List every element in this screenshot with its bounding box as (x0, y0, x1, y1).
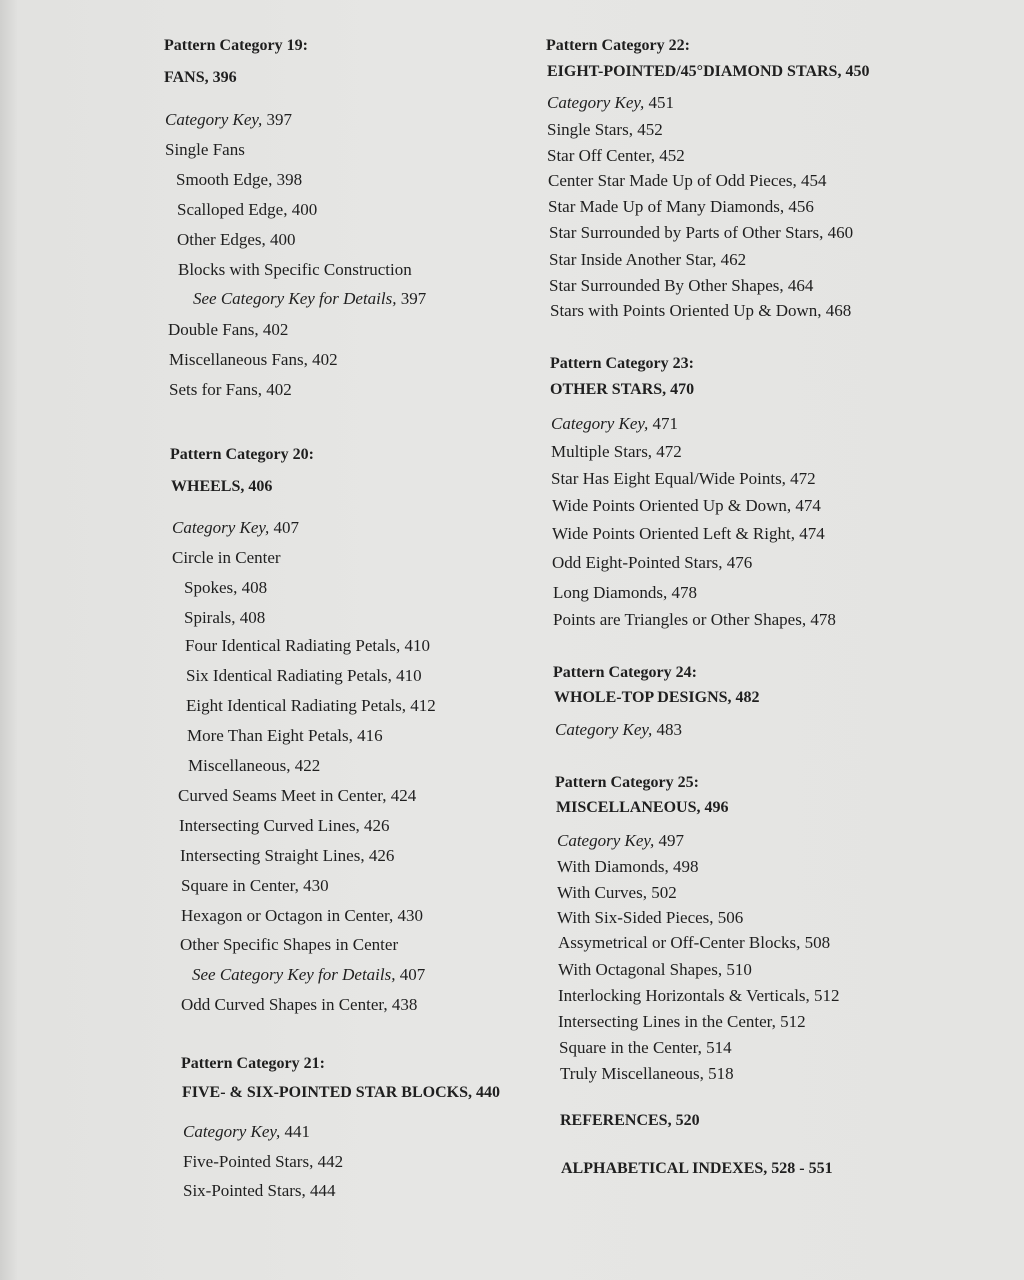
category-heading-alphabetical-indexes-528-551: ALPHABETICAL INDEXES, 528 - 551 (561, 1160, 833, 1177)
toc-entry-scalloped-edge-400: Scalloped Edge, 400 (177, 200, 318, 219)
toc-entry-star-off-center-452: Star Off Center, 452 (547, 146, 685, 165)
toc-entry-star-made-up-of-many-diamonds-456: Star Made Up of Many Diamonds, 456 (548, 197, 814, 216)
toc-entry-double-fans-402: Double Fans, 402 (168, 320, 289, 339)
toc-key-label: Category Key, (183, 1122, 281, 1141)
toc-entry-four-identical-radiating-petals-410: Four Identical Radiating Petals, 410 (185, 636, 431, 655)
toc-entry-odd-eight-pointed-stars-476: Odd Eight-Pointed Stars, 476 (552, 553, 753, 572)
toc-entry-see-category-key-for-details-397: See Category Key for Details, 397 (193, 289, 427, 308)
toc-entry-wide-points-oriented-up-down-474: Wide Points Oriented Up & Down, 474 (552, 496, 821, 515)
toc-entry-miscellaneous-422: Miscellaneous, 422 (188, 756, 321, 775)
toc-key-label: Category Key, (172, 518, 270, 537)
toc-entry-five-pointed-stars-442: Five-Pointed Stars, 442 (183, 1152, 344, 1171)
toc-entry-blocks-with-specific-construction: Blocks with Specific Construction (178, 260, 412, 279)
category-heading-pattern-category-25: Pattern Category 25: (555, 774, 699, 791)
toc-entry-category-key-497: Category Key, 497 (557, 831, 685, 850)
toc-entry-long-diamonds-478: Long Diamonds, 478 (553, 583, 698, 602)
toc-entry-sets-for-fans-402: Sets for Fans, 402 (169, 380, 292, 399)
toc-entry-see-category-key-for-details-407: See Category Key for Details, 407 (192, 965, 426, 984)
category-heading-wheels-406: WHEELS, 406 (171, 478, 273, 495)
toc-entry-square-in-the-center-514: Square in the Center, 514 (559, 1038, 732, 1057)
toc-entry-spokes-408: Spokes, 408 (184, 578, 268, 597)
category-heading-pattern-category-23: Pattern Category 23: (550, 355, 694, 372)
toc-entry-curved-seams-meet-in-center-424: Curved Seams Meet in Center, 424 (178, 786, 417, 805)
toc-entry-category-key-397: Category Key, 397 (165, 110, 293, 129)
toc-entry-eight-identical-radiating-petals-412: Eight Identical Radiating Petals, 412 (186, 696, 436, 715)
toc-entry-spirals-408: Spirals, 408 (184, 608, 266, 627)
toc-key-label: Category Key, (547, 93, 645, 112)
toc-entry-star-has-eight-equal-wide-points-472: Star Has Eight Equal/Wide Points, 472 (551, 469, 816, 488)
category-heading-pattern-category-22: Pattern Category 22: (546, 37, 690, 54)
toc-entry-with-six-sided-pieces-506: With Six-Sided Pieces, 506 (557, 908, 744, 927)
toc-entry-assymetrical-or-off-center-blocks-508: Assymetrical or Off-Center Blocks, 508 (558, 933, 831, 952)
category-heading-pattern-category-24: Pattern Category 24: (553, 664, 697, 681)
category-heading-five-six-pointed-star-blocks-440: FIVE- & SIX-POINTED STAR BLOCKS, 440 (182, 1084, 500, 1101)
toc-entry-with-octagonal-shapes-510: With Octagonal Shapes, 510 (558, 960, 752, 979)
category-heading-pattern-category-21: Pattern Category 21: (181, 1055, 325, 1072)
toc-key-label: See Category Key for Details, (193, 289, 397, 308)
toc-entry-six-pointed-stars-444: Six-Pointed Stars, 444 (183, 1181, 336, 1200)
toc-entry-single-fans: Single Fans (165, 140, 245, 159)
toc-entry-wide-points-oriented-left-right-474: Wide Points Oriented Left & Right, 474 (552, 524, 825, 543)
toc-entry-with-diamonds-498: With Diamonds, 498 (557, 857, 699, 876)
toc-entry-star-surrounded-by-other-shapes-464: Star Surrounded By Other Shapes, 464 (549, 276, 814, 295)
toc-entry-other-specific-shapes-in-center: Other Specific Shapes in Center (180, 935, 399, 954)
toc-key-label: Category Key, (165, 110, 263, 129)
toc-entry-six-identical-radiating-petals-410: Six Identical Radiating Petals, 410 (186, 666, 422, 685)
toc-entry-square-in-center-430: Square in Center, 430 (181, 876, 329, 895)
toc-entry-intersecting-curved-lines-426: Intersecting Curved Lines, 426 (179, 816, 390, 835)
category-heading-pattern-category-20: Pattern Category 20: (170, 446, 314, 463)
toc-entry-with-curves-502: With Curves, 502 (557, 883, 677, 902)
toc-key-label: See Category Key for Details, (192, 965, 396, 984)
toc-entry-more-than-eight-petals-416: More Than Eight Petals, 416 (187, 726, 383, 745)
toc-entry-category-key-441: Category Key, 441 (183, 1122, 311, 1141)
toc-entry-star-inside-another-star-462: Star Inside Another Star, 462 (549, 250, 747, 269)
toc-entry-single-stars-452: Single Stars, 452 (547, 120, 663, 139)
toc-entry-category-key-407: Category Key, 407 (172, 518, 300, 537)
toc-entry-intersecting-straight-lines-426: Intersecting Straight Lines, 426 (180, 846, 395, 865)
toc-entry-multiple-stars-472: Multiple Stars, 472 (551, 442, 682, 461)
toc-key-label: Category Key, (557, 831, 655, 850)
toc-entry-points-are-triangles-or-other-shapes-478: Points are Triangles or Other Shapes, 478 (553, 610, 836, 629)
toc-entry-category-key-471: Category Key, 471 (551, 414, 679, 433)
category-heading-fans-396: FANS, 396 (164, 69, 237, 86)
toc-entry-other-edges-400: Other Edges, 400 (177, 230, 296, 249)
toc-entry-smooth-edge-398: Smooth Edge, 398 (176, 170, 303, 189)
toc-entry-odd-curved-shapes-in-center-438: Odd Curved Shapes in Center, 438 (181, 995, 418, 1014)
toc-entry-center-star-made-up-of-odd-pieces-454: Center Star Made Up of Odd Pieces, 454 (548, 171, 827, 190)
category-heading-eight-pointed-45-diamond-stars-450: EIGHT-POINTED/45°DIAMOND STARS, 450 (547, 63, 870, 80)
toc-entry-stars-with-points-oriented-up-down-468: Stars with Points Oriented Up & Down, 468 (550, 301, 852, 320)
toc-key-label: Category Key, (555, 720, 653, 739)
toc-entry-hexagon-or-octagon-in-center-430: Hexagon or Octagon in Center, 430 (181, 906, 423, 925)
toc-entry-category-key-451: Category Key, 451 (547, 93, 675, 112)
category-heading-whole-top-designs-482: WHOLE-TOP DESIGNS, 482 (554, 689, 760, 706)
toc-key-label: Category Key, (551, 414, 649, 433)
toc-entry-truly-miscellaneous-518: Truly Miscellaneous, 518 (560, 1064, 734, 1083)
toc-entry-category-key-483: Category Key, 483 (555, 720, 683, 739)
toc-entry-circle-in-center: Circle in Center (172, 548, 281, 567)
toc-entry-miscellaneous-fans-402: Miscellaneous Fans, 402 (169, 350, 338, 369)
toc-entry-intersecting-lines-in-the-center-512: Intersecting Lines in the Center, 512 (558, 1012, 806, 1031)
category-heading-references-520: REFERENCES, 520 (560, 1112, 700, 1129)
toc-entry-star-surrounded-by-parts-of-other-stars-: Star Surrounded by Parts of Other Stars, 460 (549, 223, 854, 242)
category-heading-pattern-category-19: Pattern Category 19: (164, 37, 308, 54)
toc-entry-interlocking-horizontals-verticals-512: Interlocking Horizontals & Verticals, 512 (558, 986, 840, 1005)
category-heading-other-stars-470: OTHER STARS, 470 (550, 381, 695, 398)
category-heading-miscellaneous-496: MISCELLANEOUS, 496 (556, 799, 729, 816)
